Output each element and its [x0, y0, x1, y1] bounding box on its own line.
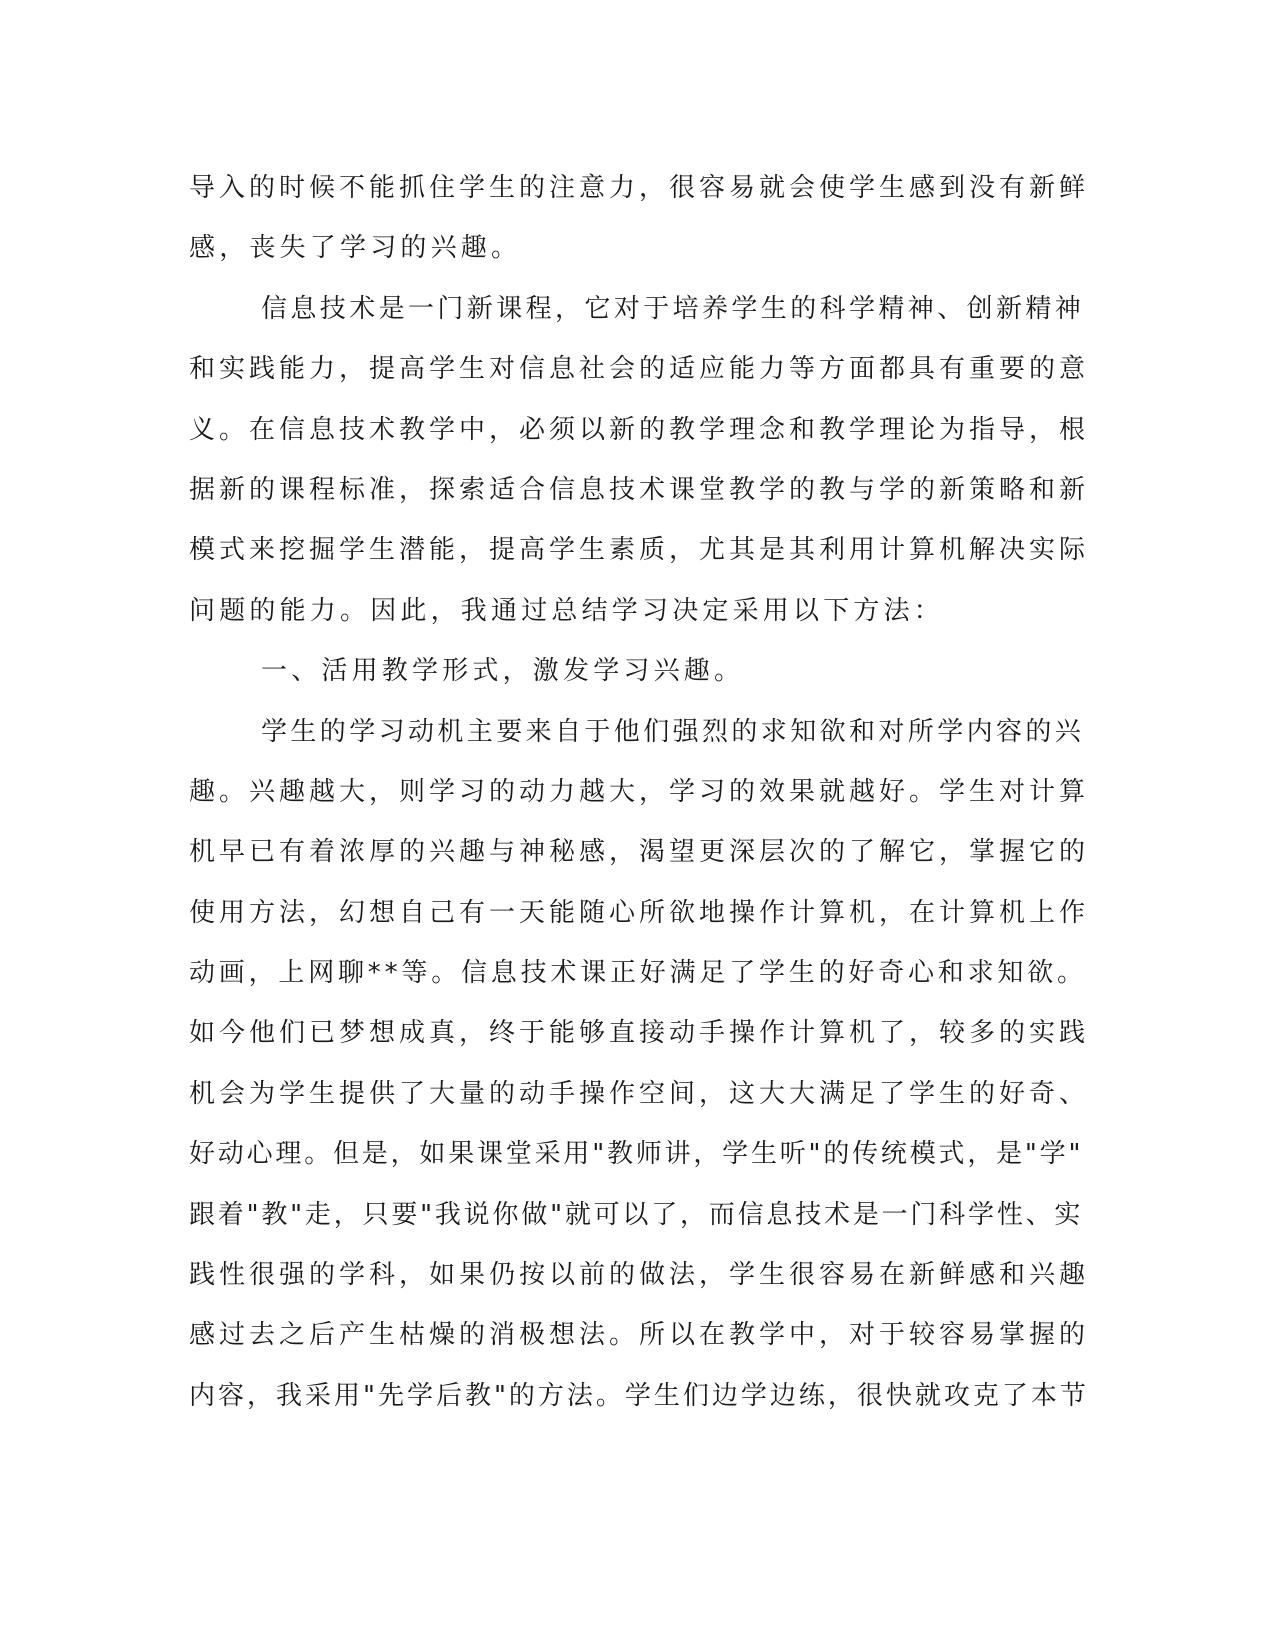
- text-line: 问题的能力。因此，我通过总结学习决定采用以下方法：: [189, 595, 945, 626]
- paragraph-first-line: 信息技术是一门新课程，它对于培养学生的科学精神、创新精神: [261, 293, 1085, 324]
- text-line: 感过去之后产生枯燥的消极想法。所以在教学中，对于较容易掌握的: [189, 1320, 1089, 1351]
- text-line: 如今他们已梦想成真，终于能够直接动手操作计算机了，较多的实践: [189, 1018, 1089, 1049]
- text-line: 趣。兴趣越大，则学习的动力越大，学习的效果就越好。学生对计算: [189, 776, 1089, 807]
- body-text: [189, 158, 1089, 1426]
- paragraph-first-line: 学生的学习动机主要来自于他们强烈的求知欲和对所学内容的兴: [261, 716, 1085, 747]
- text-line: 机早已有着浓厚的兴趣与神秘感，渴望更深层次的了解它，掌握它的: [189, 837, 1089, 868]
- text-line: 据新的课程标准，探索适合信息技术课堂教学的教与学的新策略和新: [189, 474, 1089, 505]
- text-line: 模式来挖掘学生潜能，提高学生素质，尤其是其利用计算机解决实际: [189, 535, 1089, 566]
- text-line: 义。在信息技术教学中，必须以新的教学理念和教学理论为指导，根: [189, 414, 1089, 445]
- text-line: 跟着"教"走，只要"我说你做"就可以了，而信息技术是一门科学性、实: [189, 1199, 1084, 1230]
- text-line: 导入的时候不能抓住学生的注意力，很容易就会使学生感到没有新鲜: [189, 173, 1089, 203]
- text-line: 和实践能力，提高学生对信息社会的适应能力等方面都具有重要的意: [189, 354, 1089, 385]
- text-line: 使用方法，幻想自己有一天能随心所欲地操作计算机，在计算机上作: [189, 897, 1089, 928]
- paragraph-first-line: 一、活用教学形式，激发学习兴趣。: [261, 656, 745, 687]
- text-line: 感，丧失了学习的兴趣。: [189, 233, 522, 264]
- text-line: 动画，上网聊**等。信息技术课正好满足了学生的好奇心和求知欲。: [189, 958, 1087, 989]
- text-line: 内容，我采用"先学后教"的方法。学生们边学边练，很快就攻克了本节: [189, 1380, 1089, 1411]
- text-line: 好动心理。但是，如果课堂采用"教师讲，学生听"的传统模式，是"学": [189, 1139, 1084, 1170]
- text-line: 践性很强的学科，如果仍按以前的做法，学生很容易在新鲜感和兴趣: [189, 1260, 1089, 1291]
- text-line: 机会为学生提供了大量的动手操作空间，这大大满足了学生的好奇、: [189, 1078, 1089, 1109]
